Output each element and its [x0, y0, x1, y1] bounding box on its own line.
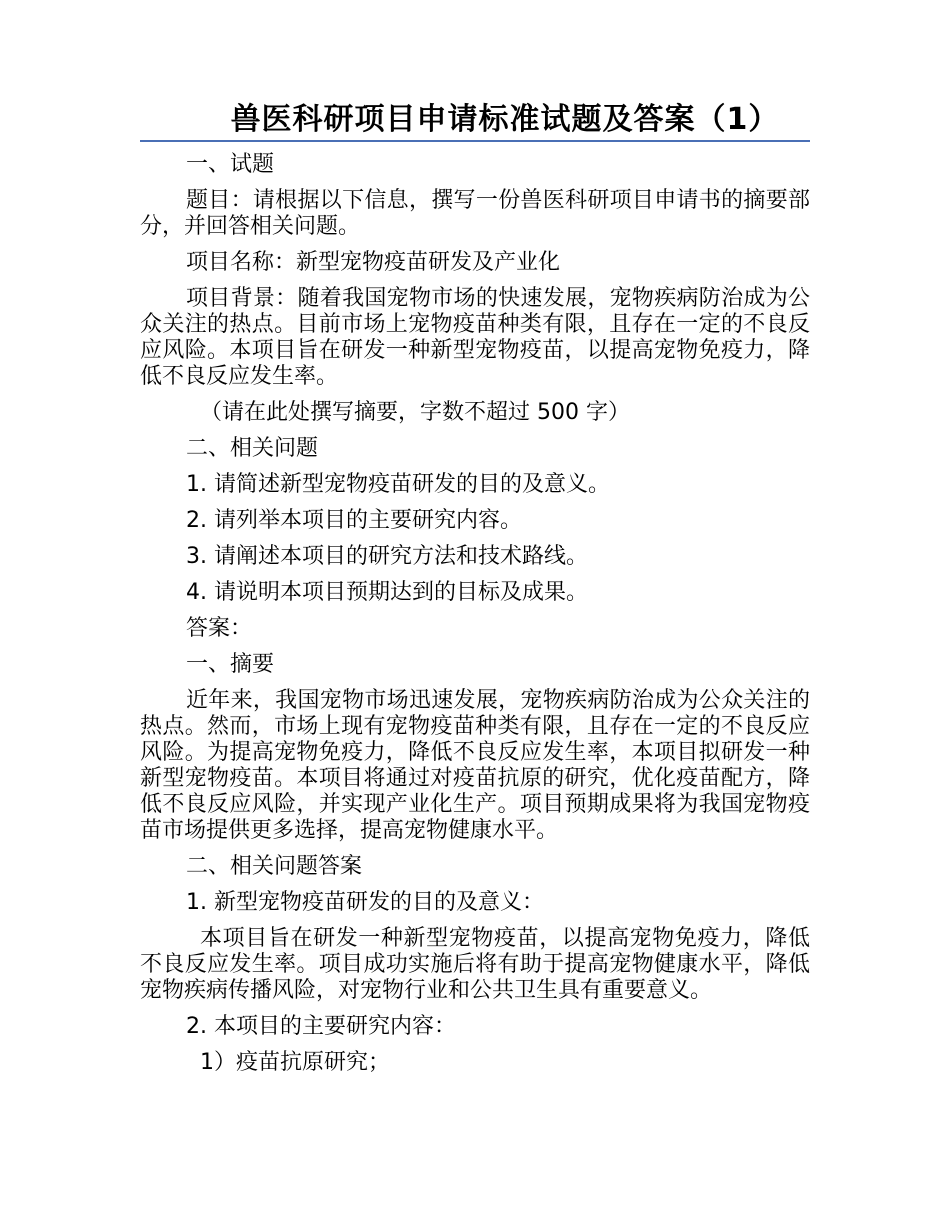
- document-body: [140, 100, 810, 1076]
- question-item: 1. 请简述新型宠物疫苗研发的目的及意义。: [186, 472, 610, 497]
- answers-label: 答案：: [186, 616, 253, 641]
- question-prompt: 题目：请根据以下信息，撰写一份兽医科研项目申请书的摘要部分，并回答相关问题。: [140, 188, 810, 239]
- section-heading-questions: 一、试题: [186, 152, 275, 177]
- answer2-list-item: 1）疫苗抗原研究；: [200, 1050, 390, 1075]
- answer2-heading: 2. 本项目的主要研究内容：: [186, 1014, 456, 1039]
- document-title: 兽医科研项目申请标准试题及答案（1）: [230, 102, 780, 137]
- section-heading-related: 二、相关问题: [186, 436, 319, 461]
- answer-heading-abstract: 一、摘要: [186, 652, 275, 677]
- answer-heading-related: 二、相关问题答案: [186, 854, 363, 879]
- answer1-text: 本项目旨在研发一种新型宠物疫苗，以提高宠物免疫力，降低不良反应发生率。项目成功实施后将有助于提高宠物健康水平，降低宠物疾病传播风险，对宠物行业和公共卫生具有重要意义。: [140, 926, 810, 1003]
- abstract-placeholder: （请在此处撰写摘要，字数不超过 500 字）: [200, 400, 630, 425]
- abstract-text: 近年来，我国宠物市场迅速发展，宠物疾病防治成为公众关注的热点。然而，市场上现有宠物疫苗种类有限，且存在一定的不良反应风险。为提高宠物免疫力，降低不良反应发生率，本项目拟研发一种新型宠物疫苗。本项目将通过对疫苗抗原的研究，优化疫苗配方，降低不良反应风险，并实现产业化生产。项目预期成果将为我国宠物疫苗市场提供更多选择，提高宠物健康水平。: [140, 688, 810, 843]
- project-background: 项目背景：随着我国宠物市场的快速发展，宠物疾病防治成为公众关注的热点。目前市场上宠物疫苗种类有限，且存在一定的不良反应风险。本项目旨在研发一种新型宠物疫苗，以提高宠物免疫力，降低不良反应发生率。: [140, 286, 810, 389]
- question-item: 4. 请说明本项目预期达到的目标及成果。: [186, 580, 588, 605]
- question-item: 2. 请列举本项目的主要研究内容。: [186, 508, 522, 533]
- project-name: 项目名称：新型宠物疫苗研发及产业化: [186, 250, 561, 275]
- answer1-heading: 1. 新型宠物疫苗研发的目的及意义：: [186, 890, 544, 915]
- title-underline: [140, 140, 810, 142]
- question-item: 3. 请阐述本项目的研究方法和技术路线。: [186, 544, 588, 569]
